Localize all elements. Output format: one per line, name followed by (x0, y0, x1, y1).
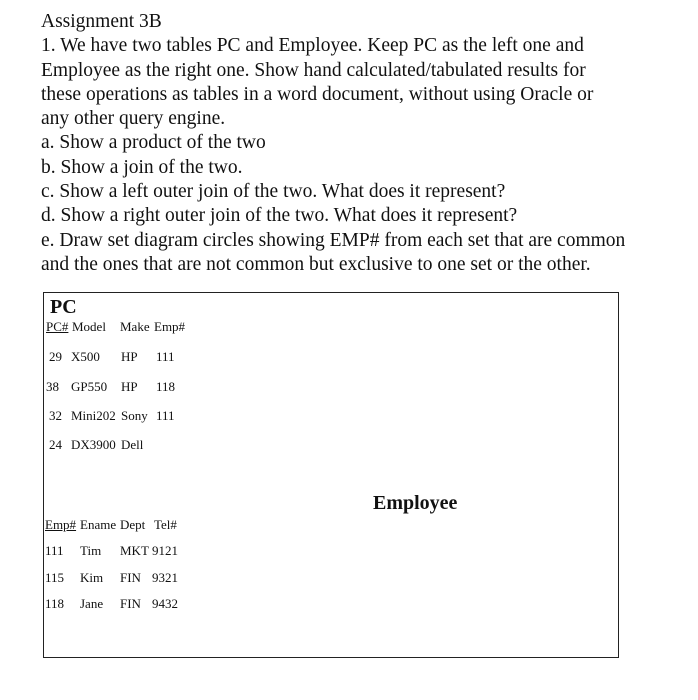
pc-table-title: PC (50, 296, 77, 318)
employee-table-title: Employee (373, 492, 458, 514)
assignment-title: Assignment 3B (41, 11, 162, 32)
assignment-text (41, 10, 681, 277)
tables-box: PC PC# Model Make Emp# 29 X500 HP 111 38 GP550 HP 118 32 Mini202 Sony 111 24 DX3900 Dell Employee Emp# Ename Dept Tel# 111 Tim MKT 9121 115 Kim FIN 9321 118 Jane FIN 9432 (43, 292, 619, 658)
pc-header-pcnum: PC# (46, 319, 69, 334)
employee-header-ename: Ename (80, 517, 117, 532)
employee-header-dept: Dept (120, 517, 146, 532)
task-d: d. Show a right outer join of the two. What does it represent? (41, 205, 518, 227)
task-e: e. Draw set diagram circles showing EMP# from each set that are common (41, 229, 626, 251)
question-line: Employee as the right one. Show hand calculated/tabulated results for (41, 59, 586, 81)
task-a: a. Show a product of the two (41, 132, 266, 154)
pc-header-make: Make (120, 319, 150, 334)
task-c: c. Show a left outer join of the two. What does it represent? (41, 181, 506, 203)
task-b: b. Show a join of the two. (41, 156, 243, 178)
question-line: 1. We have two tables PC and Employee. Keep PC as the left one and (41, 35, 584, 57)
task-e-continued: and the ones that are not common but exclusive to one set or the other. (41, 253, 591, 275)
question-line: any other query engine. (41, 108, 226, 130)
pc-header-emp: Emp# (154, 319, 186, 334)
employee-header-tel: Tel# (154, 517, 177, 532)
question-line: these operations as tables in a word document, without using Oracle or (41, 83, 594, 105)
employee-header-emp: Emp# (45, 517, 77, 532)
pc-header-model: Model (72, 319, 106, 334)
